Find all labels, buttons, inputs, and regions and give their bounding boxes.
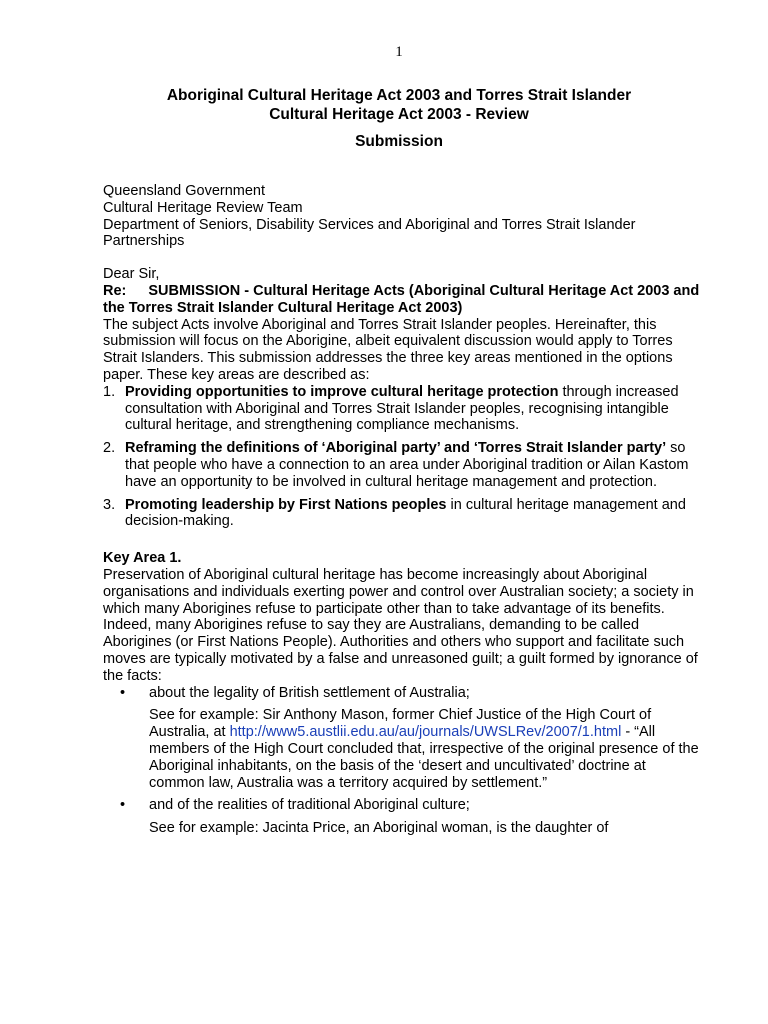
bullet-symbol: • (120, 797, 126, 814)
key-area-title: Providing opportunities to improve cultural heritage protection (125, 383, 559, 400)
key-area-item (103, 440, 703, 490)
bullet-list (103, 685, 703, 837)
title-line-1: Aboriginal Cultural Heritage Act 2003 and Torres Strait Islander (166, 87, 632, 104)
key-area-title: Promoting leadership by First Nations peoples (125, 496, 447, 513)
bullet-text: and of the realities of traditional Aboriginal culture; (149, 797, 470, 814)
bullet-subtext (149, 707, 703, 791)
address-line: Cultural Heritage Review Team (103, 199, 303, 216)
re-label: Re: (103, 282, 127, 299)
re-text: SUBMISSION - Cultural Heritage Acts (Aboriginal Cultural Heritage Act 2003 and the Torres Strait Islander Cultural Heritage Act 2003) (103, 282, 700, 316)
salutation: Dear Sir, (103, 266, 160, 283)
bullet-text: about the legality of British settlement of Australia; (149, 684, 470, 701)
key-area-text: through increased consultation with Aboriginal and Torres Strait Islander peoples, recognising intangible cultural heritage, and strengthening compliance mechanisms. (125, 383, 679, 434)
title-line-2: Cultural Heritage Act 2003 - Review (269, 106, 529, 123)
list-number: 1. (103, 383, 116, 400)
recipient-address (103, 183, 703, 250)
re-line (103, 283, 703, 317)
key-area-item (103, 497, 703, 531)
intro-paragraph: The subject Acts involve Aboriginal and Torres Strait Islander peoples. Hereinafter, this submission will focus on the Aborigine, albeit equivalent discussion would apply to Torres Strait Islanders. This submission addresses the three key areas mentioned in the options paper. These key areas are described as: (103, 316, 673, 383)
key-area-text: in cultural heritage management and decision-making. (125, 496, 686, 530)
list-number: 3. (103, 496, 116, 513)
key-area-item (103, 384, 703, 434)
bullet-subtext: See for example: Jacinta Price, an Aboriginal woman, is the daughter of (149, 820, 609, 837)
key-area-1-paragraph: Preservation of Aboriginal cultural heritage has become increasingly about Aboriginal organisations and individuals exerting power and control over Australian society; a society in which many Aborigines refuse to participate other than to take advantage of its benefits. Indeed, many Aborigines refuse to say they are Australians, demanding to be called Aborigines (or First Nations People). Authorities and others who support and facilitate such moves are typically motivated by a false and unreasoned guilt; a guilt formed by ignorance of the facts: (103, 566, 698, 684)
list-number: 2. (103, 440, 116, 457)
address-line: Department of Seniors, Disability Services and Aboriginal and Torres Strait Islander Partnerships (103, 216, 636, 250)
bullet-symbol: • (120, 684, 126, 701)
key-area-text: so that people who have a connection to an area under Aboriginal tradition or Ailan Kastom have an opportunity to be involved in cultural heritage management and protection. (125, 440, 689, 490)
key-area-title: Reframing the definitions of ‘Aboriginal party’ and ‘Torres Strait Islander party’ (125, 440, 667, 457)
key-areas-list (103, 384, 703, 530)
document-subtitle: Submission (355, 133, 443, 150)
bullet-item (103, 797, 703, 837)
subtext-after: - “All members of the High Court concluded that, irrespective of the original presence of the Aboriginal inhabitants, on the basis of the ‘desert and uncultivated’ doctrine at common law, Australia was a territory acquired by settlement.” (149, 724, 699, 791)
document-title (100, 86, 698, 124)
subtext-before: See for example: Sir Anthony Mason, former Chief Justice of the High Court of Australia, at (149, 707, 652, 741)
bullet-item (103, 685, 703, 792)
key-area-1-heading: Key Area 1. (103, 550, 182, 567)
page-number: 1 (395, 44, 403, 60)
austlii-link[interactable]: http://www5.austlii.edu.au/au/journals/UWSLRev/2007/1.html (229, 724, 622, 741)
document-body (103, 183, 703, 843)
address-line: Queensland Government (103, 183, 266, 199)
